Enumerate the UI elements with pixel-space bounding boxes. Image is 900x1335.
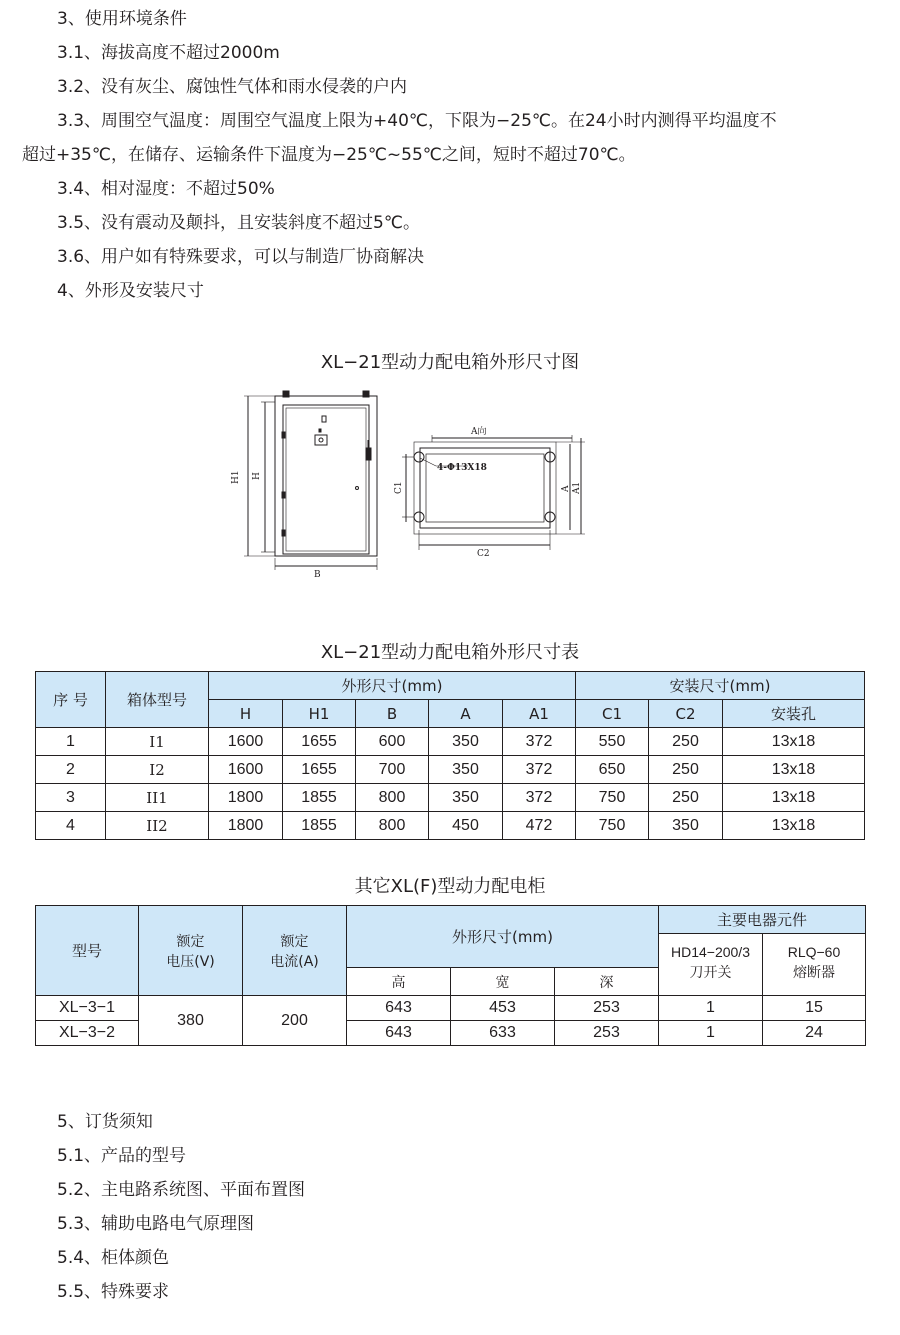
cell: 3 xyxy=(36,784,106,812)
cell-voltage: 380 xyxy=(139,996,243,1046)
cell: 1655 xyxy=(283,756,356,784)
header-col: B xyxy=(356,700,429,728)
header-width: 宽 xyxy=(451,968,555,996)
table1-caption: XL−21型动力配电箱外形尺寸表 xyxy=(320,642,580,663)
header-fuse: RLQ−60 熔断器 xyxy=(763,934,866,996)
cabinet-table xyxy=(35,905,866,1046)
header-col: 安装孔 xyxy=(723,700,865,728)
section-3-1: 3.1、海拔高度不超过2000m xyxy=(57,43,280,63)
header-current: 额定 电流(A) xyxy=(243,906,347,996)
cell-model: XL−3−1 xyxy=(36,996,139,1021)
label-h1: H1 xyxy=(231,470,241,484)
header-model: 型号 xyxy=(36,906,139,996)
label-a-direction: A向 xyxy=(471,427,487,437)
cell: 600 xyxy=(356,728,429,756)
cell: 750 xyxy=(576,784,649,812)
cell: 1855 xyxy=(283,784,356,812)
cell: 1800 xyxy=(209,784,283,812)
header-main-components: 主要电器元件 xyxy=(659,906,866,934)
cell: 750 xyxy=(576,812,649,840)
cell-fuse: 24 xyxy=(763,1021,866,1046)
cell: 250 xyxy=(649,756,723,784)
cell-width: 453 xyxy=(451,996,555,1021)
top-view-outline xyxy=(420,448,550,528)
header-outer-dims: 外形尺寸(mm) xyxy=(347,906,659,968)
cell-height: 643 xyxy=(347,1021,451,1046)
cell: 1800 xyxy=(209,812,283,840)
section-5-heading: 5、订货须知 xyxy=(57,1112,153,1132)
cell-switch: 1 xyxy=(659,996,763,1021)
cell: 1600 xyxy=(209,756,283,784)
header-col: C2 xyxy=(649,700,723,728)
header-voltage: 额定 电压(V) xyxy=(139,906,243,996)
cell: 350 xyxy=(429,756,503,784)
section-3-4: 3.4、相对湿度：不超过50% xyxy=(57,179,275,199)
header-seq: 序 号 xyxy=(36,672,106,728)
dimension-drawing xyxy=(0,380,900,590)
header-switch: HD14−200/3 刀开关 xyxy=(659,934,763,996)
cell: 2 xyxy=(36,756,106,784)
cell: 372 xyxy=(503,728,576,756)
label-c1: C1 xyxy=(394,481,404,494)
cell: 372 xyxy=(503,756,576,784)
table2-caption: 其它XL(F)型动力配电柜 xyxy=(354,876,546,897)
cell: 372 xyxy=(503,784,576,812)
cell: 472 xyxy=(503,812,576,840)
cell: 13x18 xyxy=(723,756,865,784)
header-install-dims: 安装尺寸(mm) xyxy=(576,672,865,700)
header-col: A xyxy=(429,700,503,728)
label-hole-spec: 4-Φ13X18 xyxy=(437,463,487,473)
dimension-table xyxy=(35,671,865,840)
cell: 350 xyxy=(649,812,723,840)
cell: 4 xyxy=(36,812,106,840)
cell: 1600 xyxy=(209,728,283,756)
cell: 350 xyxy=(429,784,503,812)
cell: 13x18 xyxy=(723,784,865,812)
cell: I2 xyxy=(106,756,209,784)
header-model: 箱体型号 xyxy=(106,672,209,728)
cell: 650 xyxy=(576,756,649,784)
table-row xyxy=(36,756,865,784)
cell: 13x18 xyxy=(723,812,865,840)
cell-fuse: 15 xyxy=(763,996,866,1021)
cell: II2 xyxy=(106,812,209,840)
table-row xyxy=(36,996,866,1021)
cell-depth: 253 xyxy=(555,1021,659,1046)
cell: 250 xyxy=(649,784,723,812)
mount-hole xyxy=(414,512,424,522)
label-b: B xyxy=(314,570,321,580)
cell: 800 xyxy=(356,784,429,812)
label-c2: C2 xyxy=(477,549,490,559)
cell: 450 xyxy=(429,812,503,840)
cabinet-door xyxy=(283,405,369,554)
section-5-5: 5.5、特殊要求 xyxy=(57,1282,170,1302)
header-col: C1 xyxy=(576,700,649,728)
cell: 800 xyxy=(356,812,429,840)
header-col: A1 xyxy=(503,700,576,728)
table-row xyxy=(36,784,865,812)
meter-window xyxy=(315,435,327,445)
section-5-4: 5.4、柜体颜色 xyxy=(57,1248,170,1268)
label-h: H xyxy=(252,472,262,480)
section-3-3-cont: 超过+35℃，在储存、运输条件下温度为−25℃~55℃之间，短时不超过70℃。 xyxy=(22,145,636,165)
door-handle xyxy=(366,448,371,460)
cell: 550 xyxy=(576,728,649,756)
drawing-caption: XL−21型动力配电箱外形尺寸图 xyxy=(320,352,580,373)
cell: I1 xyxy=(106,728,209,756)
cell: 13x18 xyxy=(723,728,865,756)
section-3-3: 3.3、周围空气温度：周围空气温度上限为+40℃，下限为−25℃。在24小时内测得平均温度不 xyxy=(57,111,777,131)
cell: 700 xyxy=(356,756,429,784)
cell: 1 xyxy=(36,728,106,756)
section-3-heading: 3、使用环境条件 xyxy=(57,9,187,29)
header-col: H xyxy=(209,700,283,728)
table-row xyxy=(36,812,865,840)
header-height: 高 xyxy=(347,968,451,996)
header-outer-dims: 外形尺寸(mm) xyxy=(209,672,576,700)
cell: 1855 xyxy=(283,812,356,840)
section-5-1: 5.1、产品的型号 xyxy=(57,1146,187,1166)
section-3-6: 3.6、用户如有特殊要求，可以与制造厂协商解决 xyxy=(57,247,425,267)
header-col: H1 xyxy=(283,700,356,728)
mount-hole xyxy=(414,452,424,462)
label-a1: A1 xyxy=(572,481,582,494)
cell-width: 633 xyxy=(451,1021,555,1046)
cell: 350 xyxy=(429,728,503,756)
cell-depth: 253 xyxy=(555,996,659,1021)
label-a: A xyxy=(561,485,571,492)
cell: II1 xyxy=(106,784,209,812)
cell-height: 643 xyxy=(347,996,451,1021)
cell: 250 xyxy=(649,728,723,756)
table-row xyxy=(36,728,865,756)
section-3-5: 3.5、没有震动及颠抖，且安装斜度不超过5℃。 xyxy=(57,213,420,233)
cell-current: 200 xyxy=(243,996,347,1046)
header-depth: 深 xyxy=(555,968,659,996)
cell-model: XL−3−2 xyxy=(36,1021,139,1046)
cell: 1655 xyxy=(283,728,356,756)
section-5-2: 5.2、主电路系统图、平面布置图 xyxy=(57,1180,306,1200)
section-4-heading: 4、外形及安装尺寸 xyxy=(57,281,204,301)
section-5-3: 5.3、辅助电路电气原理图 xyxy=(57,1214,255,1234)
cell-switch: 1 xyxy=(659,1021,763,1046)
section-3-2: 3.2、没有灰尘、腐蚀性气体和雨水侵袭的户内 xyxy=(57,77,408,97)
